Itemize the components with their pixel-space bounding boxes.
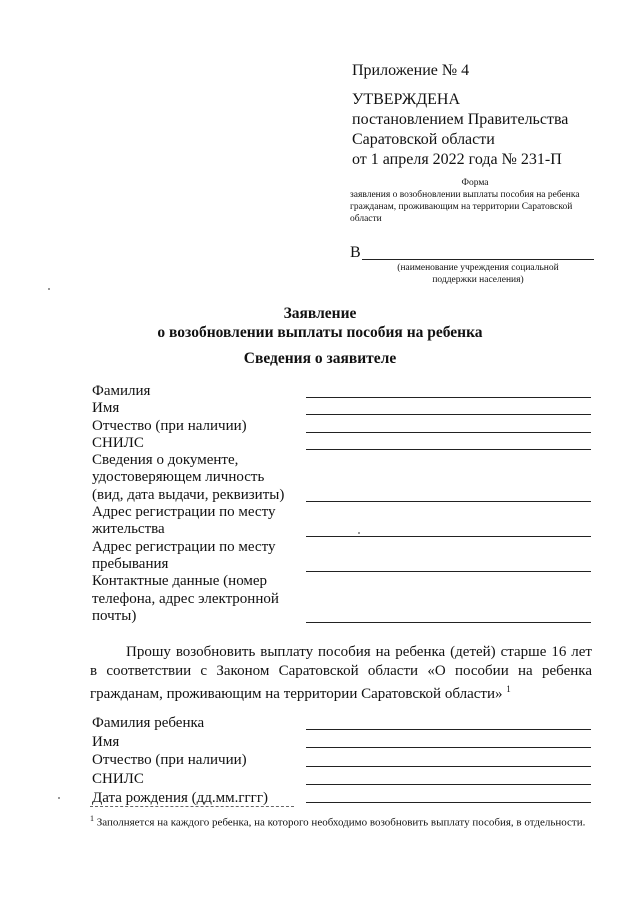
label-child-name: Имя [92, 733, 120, 750]
request-footnote-mark: 1 [506, 684, 511, 694]
recipient-field[interactable] [350, 244, 594, 262]
label-stay-address-2: пребывания [92, 555, 169, 572]
recipient-caption-line-2: поддержки населения) [432, 275, 524, 285]
label-contacts-1: Контактные данные (номер [92, 573, 268, 590]
recipient-blank-line [362, 259, 594, 260]
scan-speck [358, 532, 360, 534]
label-residence-address-1: Адрес регистрации по месту [92, 504, 276, 521]
form-word: Форма [461, 178, 489, 188]
label-stay-address-1: Адрес регистрации по месту [92, 538, 276, 555]
label-child-snils: СНИЛС [92, 771, 144, 788]
footnote-mark: 1 [90, 814, 94, 823]
child-field-labels [92, 714, 268, 808]
form-note-line-2: гражданам, проживающим на территории Саратовской [350, 202, 573, 212]
label-id-document-3: (вид, дата выдачи, реквизиты) [92, 486, 285, 503]
recipient-caption [362, 262, 594, 286]
residence-address-input-line[interactable] [306, 536, 591, 537]
request-paragraph [90, 643, 592, 704]
child-surname-input-line[interactable] [306, 729, 591, 730]
label-name: Имя [92, 400, 120, 417]
appendix-number: Приложение № 4 [352, 62, 470, 79]
approved-by-line-2: Саратовской области [352, 131, 495, 148]
label-surname: Фамилия [92, 383, 151, 399]
footnote-separator [90, 806, 294, 807]
footnote [90, 812, 595, 830]
child-birthdate-input-line[interactable] [306, 802, 591, 803]
snils-input-line[interactable] [306, 449, 591, 450]
patronymic-input-line[interactable] [306, 432, 591, 433]
label-snils: СНИЛС [92, 434, 144, 451]
label-child-birthdate: Дата рождения (дд.мм.гггг) [92, 789, 268, 806]
label-child-surname: Фамилия ребенка [92, 715, 205, 731]
id-document-input-line[interactable] [306, 501, 591, 502]
applicant-field-labels [92, 383, 284, 625]
child-name-input-line[interactable] [306, 747, 591, 748]
label-child-patronymic: Отчество (при наличии) [92, 752, 247, 769]
approval-block [352, 90, 568, 170]
approved-heading: УТВЕРЖДЕНА [352, 91, 461, 108]
request-text: Прошу возобновить выплату пособия на ребенка (детей) старше 16 лет в соответствии с Законом Саратовской области «О пособии на ребенка гражданам, проживающим на территории Саратовской области» [90, 644, 592, 702]
recipient-caption-line-1: (наименование учреждения социальной [397, 263, 559, 273]
label-contacts-3: почты) [92, 607, 137, 624]
label-id-document-2: удостоверяющем личность [92, 469, 265, 486]
scan-speck [48, 288, 50, 290]
contacts-input-line[interactable] [306, 622, 591, 623]
section-title-applicant: Сведения о заявителе [243, 350, 397, 367]
approved-by-line-1: постановлением Правительства [352, 111, 569, 128]
approved-by-line-3: от 1 апреля 2022 года № 231-П [352, 151, 562, 168]
scan-speck [58, 797, 60, 799]
document-title: Заявление [283, 305, 357, 322]
child-snils-input-line[interactable] [306, 784, 591, 785]
recipient-prefix: В [350, 244, 361, 261]
document-title-line-2: о возобновлении выплаты пособия на ребенка [157, 324, 483, 341]
form-note-line-3: области [350, 214, 382, 224]
label-patronymic: Отчество (при наличии) [92, 417, 247, 434]
stay-address-input-line[interactable] [306, 571, 591, 572]
label-id-document-1: Сведения о документе, [92, 452, 239, 469]
form-note [350, 177, 600, 225]
form-note-line-1: заявления о возобновлении выплаты пособия на ребенка [350, 190, 580, 200]
footnote-text: Заполняется на каждого ребенка, на которого необходимо возобновить выплату пособия, в отдельности. [96, 816, 586, 829]
label-residence-address-2: жительства [92, 521, 165, 538]
surname-input-line[interactable] [306, 397, 591, 398]
child-patronymic-input-line[interactable] [306, 766, 591, 767]
label-contacts-2: телефона, адрес электронной [92, 590, 279, 607]
name-input-line[interactable] [306, 414, 591, 415]
